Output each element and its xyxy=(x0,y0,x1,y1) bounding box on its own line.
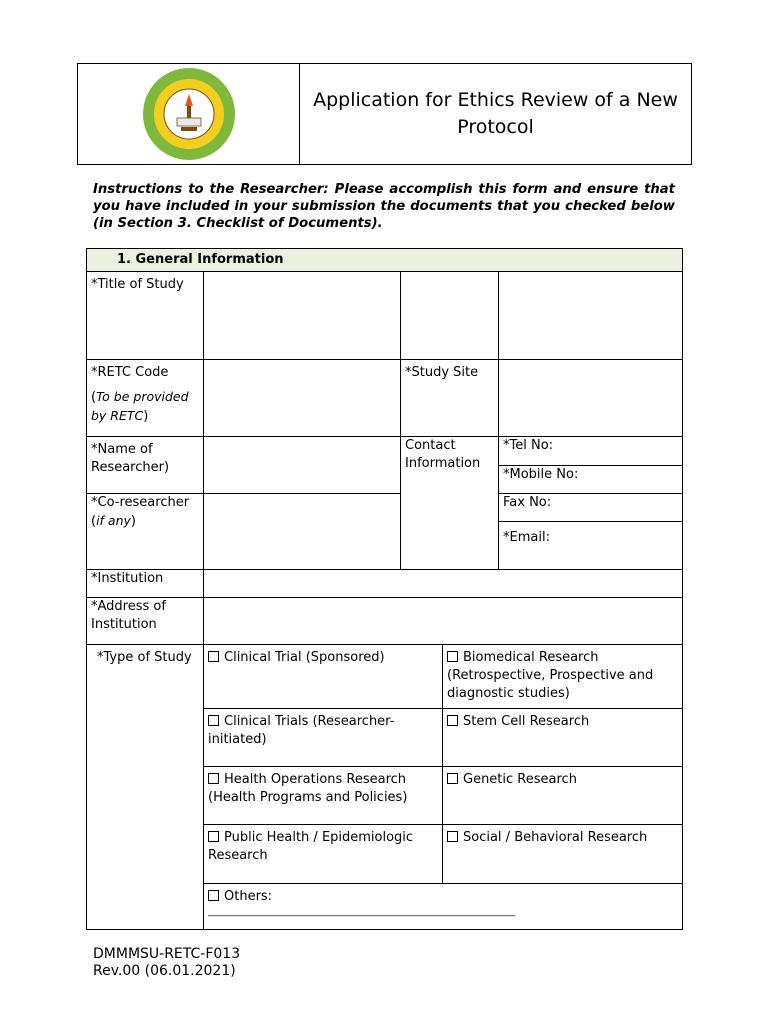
option-health-operations-research[interactable]: Health Operations Research (Health Programs and Policies) xyxy=(204,767,443,825)
option-clinical-trial-sponsored[interactable]: Clinical Trial (Sponsored) xyxy=(204,645,443,709)
retc-code-text: *RETC Code xyxy=(91,365,169,380)
institution-label: *Institution xyxy=(87,570,204,598)
retc-code-field[interactable] xyxy=(204,360,401,437)
option-clinical-trials-researcher[interactable]: Clinical Trials (Researcher-initiated) xyxy=(204,709,443,767)
checkbox-social-behavioral-research[interactable] xyxy=(447,831,458,842)
option-social-behavioral-research[interactable]: Social / Behavioral Research xyxy=(443,825,683,884)
university-seal-logo xyxy=(141,66,237,162)
co-researcher-text: *Co-researcher xyxy=(91,495,190,510)
name-of-researcher-field[interactable] xyxy=(204,437,401,494)
general-information-table xyxy=(86,248,683,930)
title-of-study-label: *Title of Study xyxy=(87,272,204,360)
form-revision: Rev.00 (06.01.2021) xyxy=(93,963,236,979)
form-code: DMMMSU-RETC-F013 xyxy=(93,946,241,962)
title-of-study-field-2[interactable] xyxy=(401,272,499,360)
address-of-institution-field[interactable] xyxy=(204,598,683,645)
checkbox-others[interactable] xyxy=(208,890,219,901)
instructions-text: Instructions to the Researcher: Please accomplish this form and ensure that you have included in your submission the documents that you checked below (in Section 3. Checklist of Documents). xyxy=(93,182,675,231)
option-others[interactable]: Others: ________________________________________________________________ xyxy=(204,884,683,930)
section-1-header: 1. General Information xyxy=(87,249,683,272)
checkbox-clinical-trials-researcher[interactable] xyxy=(208,715,219,726)
checkbox-biomedical-research[interactable] xyxy=(447,651,458,662)
header-logo-cell xyxy=(78,64,300,164)
title-of-study-field-3[interactable] xyxy=(499,272,683,360)
form-title: Application for Ethics Review of a New Protocol xyxy=(313,89,678,138)
retc-code-label xyxy=(87,360,204,437)
address-of-institution-label: *Address of Institution xyxy=(87,598,204,645)
checkbox-clinical-trial-sponsored[interactable] xyxy=(208,651,219,662)
tel-no-field[interactable]: *Tel No: xyxy=(499,437,683,466)
email-field[interactable]: *Email: xyxy=(499,522,683,570)
header-box xyxy=(77,63,692,165)
option-stem-cell-research[interactable]: Stem Cell Research xyxy=(443,709,683,767)
institution-field[interactable] xyxy=(204,570,683,598)
type-of-study-label: *Type of Study xyxy=(87,645,204,930)
checkbox-genetic-research[interactable] xyxy=(447,773,458,784)
checkbox-public-health-research[interactable] xyxy=(208,831,219,842)
footer xyxy=(93,946,240,980)
co-researcher-note: (if any) xyxy=(91,513,136,529)
retc-code-note: (To be provided by RETC) xyxy=(91,389,189,424)
option-biomedical-research[interactable]: Biomedical Research (Retrospective, Prospective and diagnostic studies) xyxy=(443,645,683,709)
option-genetic-research[interactable]: Genetic Research xyxy=(443,767,683,825)
option-public-health-research[interactable]: Public Health / Epidemiologic Research xyxy=(204,825,443,884)
contact-information-label: Contact Information xyxy=(401,437,499,570)
co-researcher-field[interactable] xyxy=(204,494,401,570)
name-of-researcher-label: *Name of Researcher) xyxy=(87,437,204,494)
study-site-label: *Study Site xyxy=(401,360,499,437)
title-of-study-field[interactable] xyxy=(204,272,401,360)
checkbox-stem-cell-research[interactable] xyxy=(447,715,458,726)
checkbox-health-operations-research[interactable] xyxy=(208,773,219,784)
fax-no-field[interactable]: Fax No: xyxy=(499,494,683,522)
others-specify-line[interactable]: ________________________________________________________________ xyxy=(208,906,515,917)
co-researcher-label xyxy=(87,494,204,570)
mobile-no-field[interactable]: *Mobile No: xyxy=(499,466,683,494)
study-site-field[interactable] xyxy=(499,360,683,437)
